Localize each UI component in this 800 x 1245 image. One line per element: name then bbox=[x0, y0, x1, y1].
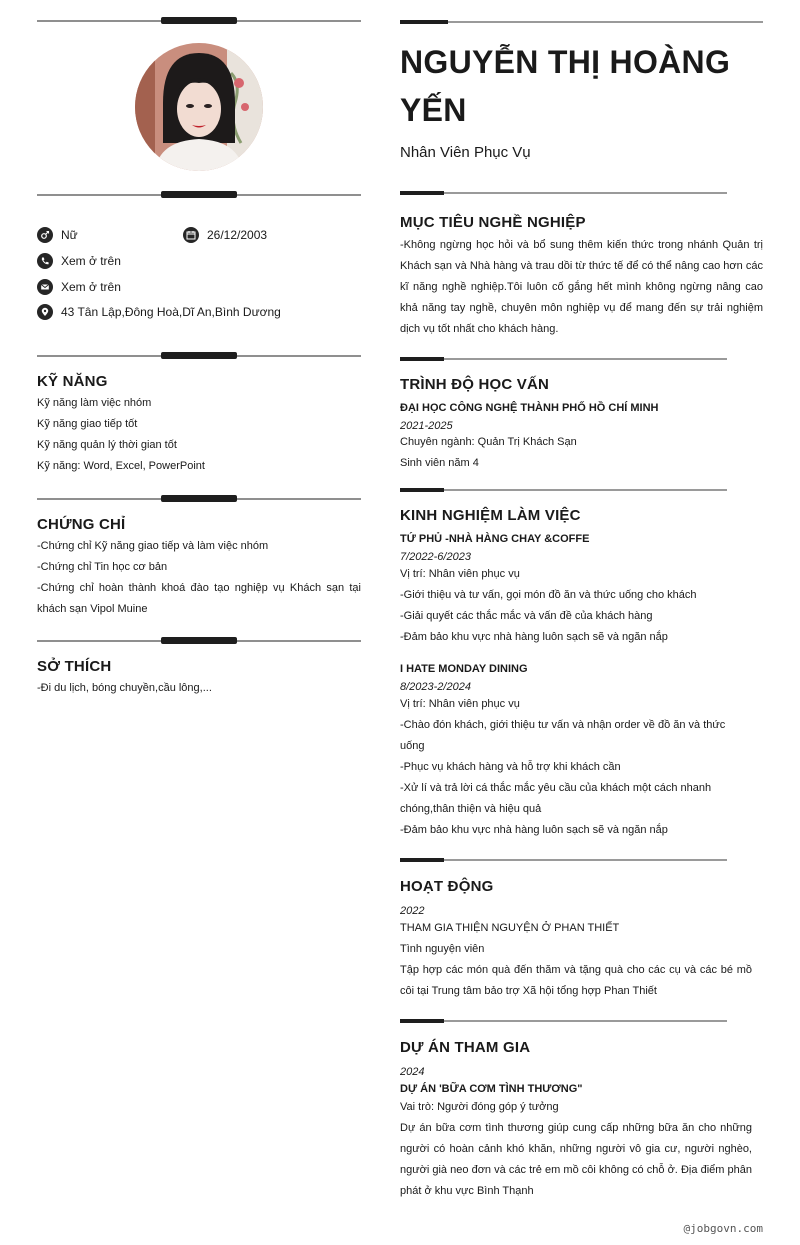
phone-row bbox=[37, 253, 121, 269]
activity-year: 2022 bbox=[400, 905, 425, 917]
left-column bbox=[37, 0, 361, 699]
divider bbox=[37, 352, 361, 360]
job-line: -Đảm bảo khu vực nhà hàng luôn sạch sẽ và ngăn nắp bbox=[400, 824, 668, 836]
gender-icon bbox=[37, 227, 53, 243]
gender-value: Nữ bbox=[61, 228, 78, 242]
company-name: TỨ PHỦ -NHÀ HÀNG CHAY &COFFE bbox=[400, 533, 590, 545]
job-line: -Đảm bảo khu vực nhà hàng luôn sạch sẽ và ngăn nắp bbox=[400, 631, 668, 643]
divider bbox=[400, 191, 727, 195]
project-name: DỰ ÁN 'BỮA CƠM TÌNH THƯƠNG" bbox=[400, 1083, 583, 1095]
project-year: 2024 bbox=[400, 1066, 425, 1078]
education-period: 2021-2025 bbox=[400, 420, 453, 432]
divider bbox=[400, 1019, 727, 1023]
address-value: 43 Tân Lập,Đông Hoà,Dĩ An,Bình Dương bbox=[61, 305, 281, 319]
job-period: 8/2023-2/2024 bbox=[400, 681, 471, 693]
birthday-value: 26/12/2003 bbox=[207, 228, 268, 242]
location-pin-icon bbox=[37, 304, 53, 320]
address-row bbox=[37, 304, 281, 320]
certificates-list bbox=[37, 536, 361, 620]
divider bbox=[37, 191, 361, 199]
divider bbox=[400, 488, 727, 492]
objective-heading: MỤC TIÊU NGHỀ NGHIỆP bbox=[400, 214, 586, 231]
education-major: Chuyên ngành: Quản Trị Khách Sạn bbox=[400, 436, 577, 448]
skills-heading: KỸ NĂNG bbox=[37, 373, 108, 390]
skill-item: Kỹ năng giao tiếp tốt bbox=[37, 418, 138, 430]
project-desc: Dự án bữa cơm tình thương giúp cung cấp những bữa ăn cho những người có hoàn cảnh khó khăn, những người vô gia cư, người nghèo, người già neo đơn và các trẻ em mồ côi không có chỗ ở. Địa điểm phân phát ở khu vực Bình Thạnh bbox=[400, 1122, 752, 1197]
skill-item: Kỹ năng quản lý thời gian tốt bbox=[37, 439, 177, 451]
job-line: Vị trí: Nhân viên phục vụ bbox=[400, 568, 520, 580]
avatar bbox=[135, 43, 263, 171]
experience-heading: KINH NGHIỆM LÀM VIỆC bbox=[400, 507, 581, 524]
certificates-heading: CHỨNG CHỈ bbox=[37, 516, 126, 533]
gender-row bbox=[37, 227, 78, 243]
divider bbox=[37, 495, 361, 503]
experience-entry bbox=[400, 533, 763, 648]
email-row bbox=[37, 279, 121, 295]
school-name: ĐẠI HỌC CÔNG NGHỆ THÀNH PHỐ HỒ CHÍ MINH bbox=[400, 402, 659, 414]
phone-icon bbox=[37, 253, 53, 269]
calendar-icon bbox=[183, 227, 199, 243]
experience-entry bbox=[400, 663, 752, 841]
avatar-photo bbox=[135, 43, 263, 171]
hobbies-text: -Đi du lịch, bóng chuyền,cầu lông,... bbox=[37, 682, 212, 694]
certificate-item: -Chứng chỉ Tin học cơ bản bbox=[37, 561, 168, 573]
skills-list bbox=[37, 393, 361, 477]
birthday-row bbox=[183, 227, 267, 243]
email-icon bbox=[37, 279, 53, 295]
education-year: Sinh viên năm 4 bbox=[400, 457, 479, 469]
phone-value: Xem ở trên bbox=[61, 254, 121, 268]
activity-desc: Tập hợp các món quà đến thăm và tặng quà cho các cụ và các bé mồ côi tại Trung tâm bảo trợ Xã hội tổng hợp Phan Thiết bbox=[400, 964, 752, 997]
objective-text: -Không ngừng học hỏi và bổ sung thêm kiến thức trong nhánh Quản trị Khách sạn và Nhà hàng và trau dồi từ thức tế để có thể nâng cao hơn các kĩ năng nghề nghiệp.Tôi luôn cố gắng hết mình không ngừng nâng cao khả năng tay nghề, chuyên môn nghiệp vụ để mang đến sự trải nghiệm dịch vụ tốt nhất cho khách hàng. bbox=[400, 239, 763, 335]
divider bbox=[37, 637, 361, 645]
job-line: -Chào đón khách, giới thiệu tư vấn và nhận order về đồ ăn và thức uống bbox=[400, 719, 726, 752]
company-name: I HATE MONDAY DINING bbox=[400, 663, 528, 675]
certificate-item: -Chứng chỉ hoàn thành khoá đào tạo nghiệp vụ Khách sạn tại khách sạn Vipol Muine bbox=[37, 582, 361, 615]
divider bbox=[400, 357, 727, 361]
skill-item: Kỹ năng: Word, Excel, PowerPoint bbox=[37, 460, 205, 472]
project-role: Vai trò: Người đóng góp ý tưởng bbox=[400, 1101, 559, 1113]
right-column bbox=[400, 0, 763, 1202]
contact-info bbox=[37, 227, 361, 329]
education-heading: TRÌNH ĐỘ HỌC VẤN bbox=[400, 376, 550, 393]
activity-role: Tình nguyện viên bbox=[400, 943, 485, 955]
job-line: -Phục vụ khách hàng và hỗ trợ khi khách cần bbox=[400, 761, 621, 773]
certificate-item: -Chứng chỉ Kỹ năng giao tiếp và làm việc nhóm bbox=[37, 540, 269, 552]
skill-item: Kỹ năng làm việc nhóm bbox=[37, 397, 152, 409]
job-title: Nhân Viên Phục Vụ bbox=[400, 144, 531, 161]
job-line: -Giới thiệu và tư vấn, gọi món đồ ăn và thức uống cho khách bbox=[400, 589, 697, 601]
divider bbox=[400, 20, 763, 24]
job-line: -Xử lí và trả lời cá thắc mắc yêu cầu của khách một cách nhanh chóng,thân thiện và hiệu quả bbox=[400, 782, 712, 815]
email-value: Xem ở trên bbox=[61, 280, 121, 294]
footer-watermark: @jobgovn.com bbox=[683, 1222, 763, 1235]
job-line: -Giải quyết các thắc mắc và vấn đề của khách hàng bbox=[400, 610, 653, 622]
job-line: Vị trí: Nhân viên phục vụ bbox=[400, 698, 520, 710]
hobbies-heading: SỞ THÍCH bbox=[37, 658, 112, 675]
activities-heading: HOẠT ĐỘNG bbox=[400, 878, 494, 895]
divider bbox=[400, 858, 727, 862]
job-period: 7/2022-6/2023 bbox=[400, 551, 471, 563]
full-name: NGUYỄN THỊ HOÀNG YẾN bbox=[400, 44, 731, 128]
projects-heading: DỰ ÁN THAM GIA bbox=[400, 1039, 531, 1056]
activity-name: THAM GIA THIỆN NGUYỆN Ở PHAN THIẾT bbox=[400, 922, 620, 934]
divider bbox=[37, 17, 361, 25]
